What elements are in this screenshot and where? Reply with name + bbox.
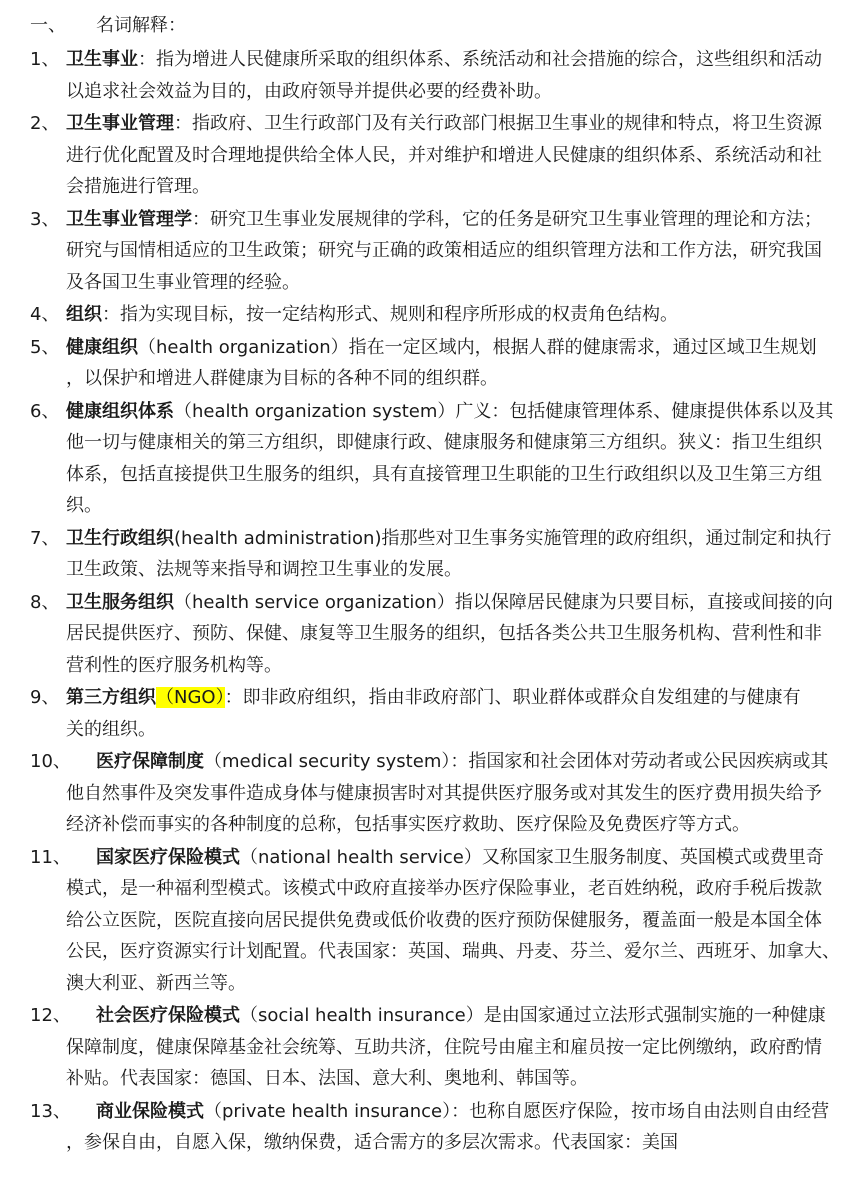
item-definition-line: 居民提供医疗、预防、保健、康复等卫生服务的组织，包括各类公共卫生服务机构、营利性和非 [66,623,822,644]
item-definition-line: 给公立医院，医院直接向居民提供免费或低价收费的医疗预防保健服务，覆盖面一般是本国全体 [66,909,822,931]
item-first-line [30,587,836,619]
item-definition-line: 营利性的医疗服务机构等。 [66,654,282,676]
item-definition-start: ：指为增进人民健康所采取的组织体系、系统活动和社会措施的综合，这些组织和活动 [138,49,822,70]
item-first-line [30,204,836,236]
item-definition-start: （medical security system）：指国家和社会团体对劳动者或公民因疾病或其 [204,751,829,772]
item-first-line [30,523,836,555]
item-term: 第三方组织 [66,687,156,708]
item-first-line [30,299,836,331]
item-first-line [30,396,836,428]
item-definition-line: 卫生政策、法规等来指导和调控卫生事业的发展。 [66,559,462,580]
item-definition-line: 会措施进行管理。 [66,176,210,197]
list-item [30,746,836,841]
item-first-line [30,1096,836,1128]
list-item [30,204,836,299]
item-definition-line: 进行优化配置及时合理地提供给全体人民，并对维护和增进人民健康的组织体系、系统活动和社 [66,144,822,166]
item-definition-line: 保障制度，健康保障基金社会统筹、互助共济，住院号由雇主和雇员按一定比例缴纳，政府酌情 [66,1036,822,1058]
list-item [30,587,836,682]
item-number: 9、 [30,687,60,708]
item-definition-line: 关的组织。 [66,718,156,740]
item-definition-start: （health organization system）广义：包括健康管理体系、健康提供体系以及其 [174,400,834,422]
item-definition-line: ，以保护和增进人群健康为目标的各种不同的组织群。 [66,368,498,389]
item-definition-line: 经济补偿而事实的各种制度的总称，包括事实医疗救助、医疗保险及免费医疗等方式。 [66,814,750,835]
section-heading [30,12,836,40]
item-definition-line: 以追求社会效益为目的，由政府领导并提供必要的经费补助。 [66,80,552,102]
item-definition-line: 研究与国情相适应的卫生政策；研究与正确的政策相适应的组织管理方法和工作方法，研究我国 [66,240,822,261]
section-number: 一、 [30,15,66,36]
item-term: 卫生服务组织 [66,591,174,613]
item-definition-line: 补贴。代表国家：德国、日本、法国、意大利、奥地利、韩国等。 [66,1068,588,1089]
item-term: 卫生事业管理 [66,113,174,134]
item-definition-start: （social health insurance）是由国家通过立法形式强制实施的一种健康 [240,1005,826,1026]
item-first-line [30,746,836,778]
item-first-line [30,332,836,364]
item-number: 8、 [30,591,60,613]
list-item [30,332,836,395]
item-number: 2、 [30,113,60,134]
item-highlight: （NGO） [156,687,225,708]
item-definition-start: ：研究卫生事业发展规律的学科，它的任务是研究卫生事业管理的理论和方法； [192,208,822,230]
item-number: 3、 [30,208,60,230]
item-first-line [30,1000,836,1032]
list-item [30,108,836,203]
item-term: 健康组织体系 [66,400,174,422]
item-definition-start: (health administration)指那些对卫生事务实施管理的政府组织，通过制定和执行 [174,527,832,549]
item-definition-start: ：指为实现目标，按一定结构形式、规则和程序所形成的权责角色结构。 [102,304,678,325]
item-definition-line: 他自然事件及突发事件造成身体与健康损害时对其提供医疗服务或对其发生的医疗费用损失给予 [66,782,822,804]
item-first-line [30,108,836,140]
item-number: 13、 [30,1100,71,1122]
definition-list [30,44,840,1159]
item-number: 4、 [30,304,60,325]
item-term: 国家医疗保险模式 [96,846,240,868]
item-term: 医疗保障制度 [96,751,204,772]
item-number: 6、 [30,400,60,422]
item-definition-line: 体系，包括直接提供卫生服务的组织，具有直接管理卫生职能的卫生行政组织以及卫生第三方组 [66,463,822,485]
item-term: 社会医疗保险模式 [96,1005,240,1026]
item-definition-start: （health organization）指在一定区域内，根据人群的健康需求，通过区域卫生规划 [138,336,817,358]
list-item [30,44,836,107]
list-item [30,396,836,522]
item-term: 卫生行政组织 [66,527,174,549]
item-definition-line: 及各国卫生事业管理的经验。 [66,271,300,293]
item-definition-line: 他一切与健康相关的第三方组织，即健康行政、健康服务和健康第三方组织。狭义：指卫生组织 [66,432,822,453]
item-term: 组织 [66,304,102,325]
item-definition-line: 模式，是一种福利型模式。该模式中政府直接举办医疗保险事业，老百姓纳税，政府手税后拨款 [66,878,822,899]
item-definition-line: 澳大利亚、新西兰等。 [66,972,246,994]
item-number: 5、 [30,336,60,358]
item-number: 1、 [30,49,60,70]
list-item [30,842,840,1000]
item-first-line [30,842,836,874]
item-definition-line: 公民，医疗资源实行计划配置。代表国家：英国、瑞典、丹麦、芬兰、爱尔兰、西班牙、加拿大、 [66,941,840,962]
list-item [30,682,836,745]
item-first-line [30,682,836,714]
list-item [30,299,836,331]
item-term: 健康组织 [66,336,138,358]
section-title: 名词解释： [96,15,186,36]
item-number: 11、 [30,846,71,868]
list-item [30,1096,836,1159]
item-definition-start: （private health insurance）：也称自愿医疗保险，按市场自由法则自由经营 [204,1100,830,1122]
item-first-line [30,44,836,76]
item-number: 7、 [30,527,60,549]
list-item [30,1000,836,1095]
item-definition-line: ，参保自由，自愿入保，缴纳保费，适合需方的多层次需求。代表国家：美国 [66,1132,678,1153]
list-item [30,523,836,586]
item-definition-start: ：即非政府组织，指由非政府部门、职业群体或群众自发组建的与健康有 [224,687,801,708]
item-number: 12、 [30,1005,71,1026]
item-definition-start: （health service organization）指以保障居民健康为只要目标，直接或间接的向 [174,591,833,613]
item-term: 卫生事业管理学 [66,208,192,230]
item-number: 10、 [30,751,71,772]
item-definition-start: ：指政府、卫生行政部门及有关行政部门根据卫生事业的规律和特点，将卫生资源 [174,113,822,134]
item-definition-line: 织。 [66,495,102,516]
item-term: 商业保险模式 [96,1100,204,1122]
item-definition-start: （national health service）又称国家卫生服务制度、英国模式或费里奇 [240,846,824,868]
item-term: 卫生事业 [66,49,138,70]
